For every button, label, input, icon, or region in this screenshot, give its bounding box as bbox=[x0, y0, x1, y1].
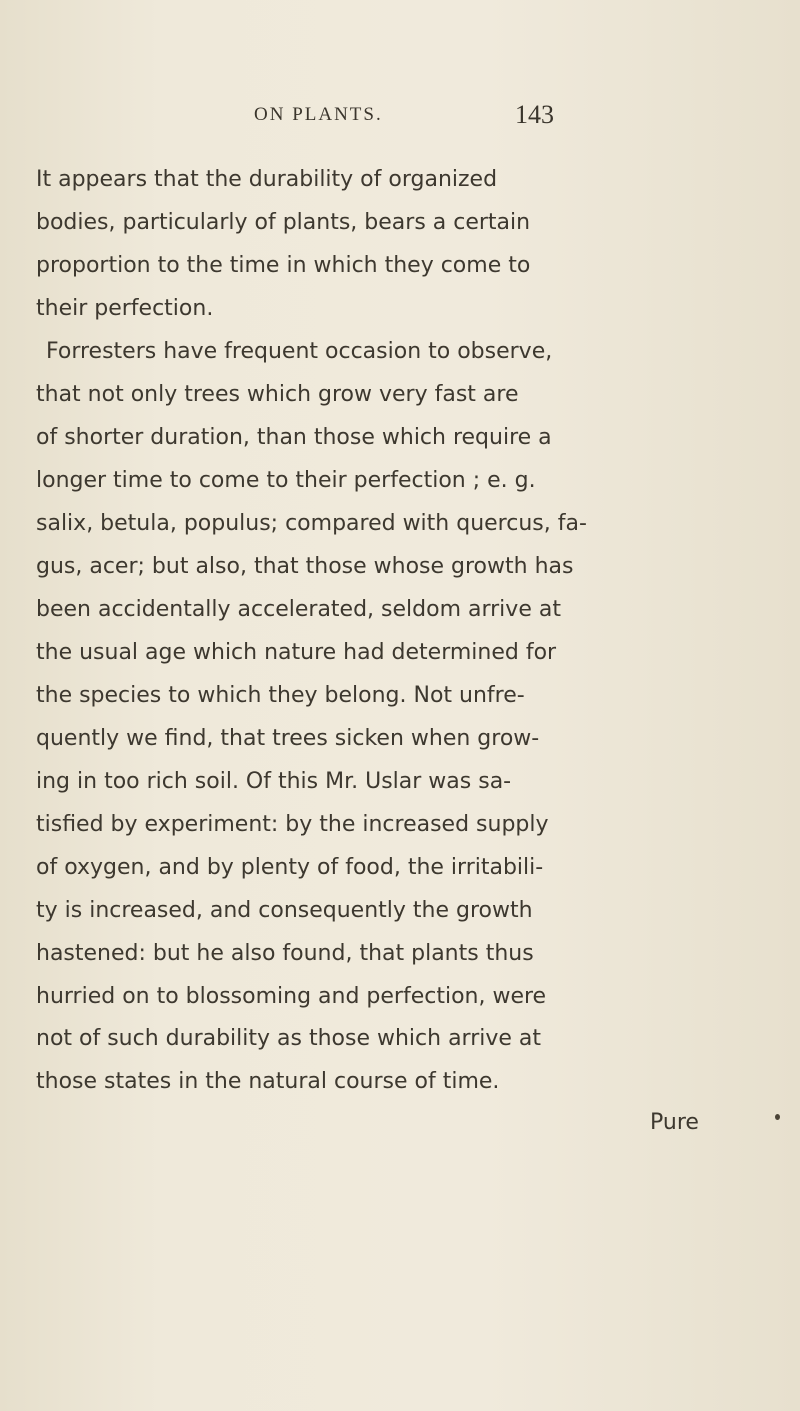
text-line: not of such durability as those which arrive at bbox=[36, 1026, 542, 1051]
text-line: that not only trees which grow very fast are bbox=[36, 382, 519, 407]
running-title: ON PLANTS. bbox=[254, 104, 383, 125]
catchword: Pure bbox=[650, 1110, 699, 1135]
text-line: the usual age which nature had determined for bbox=[36, 640, 557, 665]
text-line: Forresters have frequent occasion to observe, bbox=[46, 339, 553, 364]
text-line: gus, acer; but also, that those whose growth has bbox=[36, 554, 574, 579]
text-line: ing in too rich soil. Of this Mr. Uslar was sa- bbox=[36, 769, 512, 794]
text-line: of shorter duration, than those which require a bbox=[36, 425, 552, 450]
text-line: quently we find, that trees sicken when grow- bbox=[36, 726, 540, 751]
text-line: hurried on to blossoming and perfection, were bbox=[36, 984, 547, 1009]
text-line: of oxygen, and by plenty of food, the irritabili- bbox=[36, 855, 544, 880]
page-number: 143 bbox=[515, 100, 554, 129]
text-line: their perfection. bbox=[36, 296, 214, 321]
text-line: those states in the natural course of time. bbox=[36, 1069, 500, 1094]
paper-speck bbox=[775, 1114, 780, 1120]
text-line: been accidentally accelerated, seldom arrive at bbox=[36, 597, 561, 622]
text-line: It appears that the durability of organized bbox=[36, 167, 498, 192]
text-line: hastened: but he also found, that plants thus bbox=[36, 941, 534, 966]
text-line: ty is increased, and consequently the growth bbox=[36, 898, 533, 923]
text-line: salix, betula, populus; compared with quercus, fa- bbox=[36, 511, 587, 536]
text-line: tisfied by experiment: by the increased supply bbox=[36, 812, 549, 837]
running-head bbox=[0, 100, 800, 144]
text-line: proportion to the time in which they come to bbox=[36, 253, 531, 278]
text-line: longer time to come to their perfection ; e. g. bbox=[36, 468, 536, 493]
text-line: bodies, particularly of plants, bears a certain bbox=[36, 210, 531, 235]
text-line: the species to which they belong. Not unfre- bbox=[36, 683, 525, 708]
